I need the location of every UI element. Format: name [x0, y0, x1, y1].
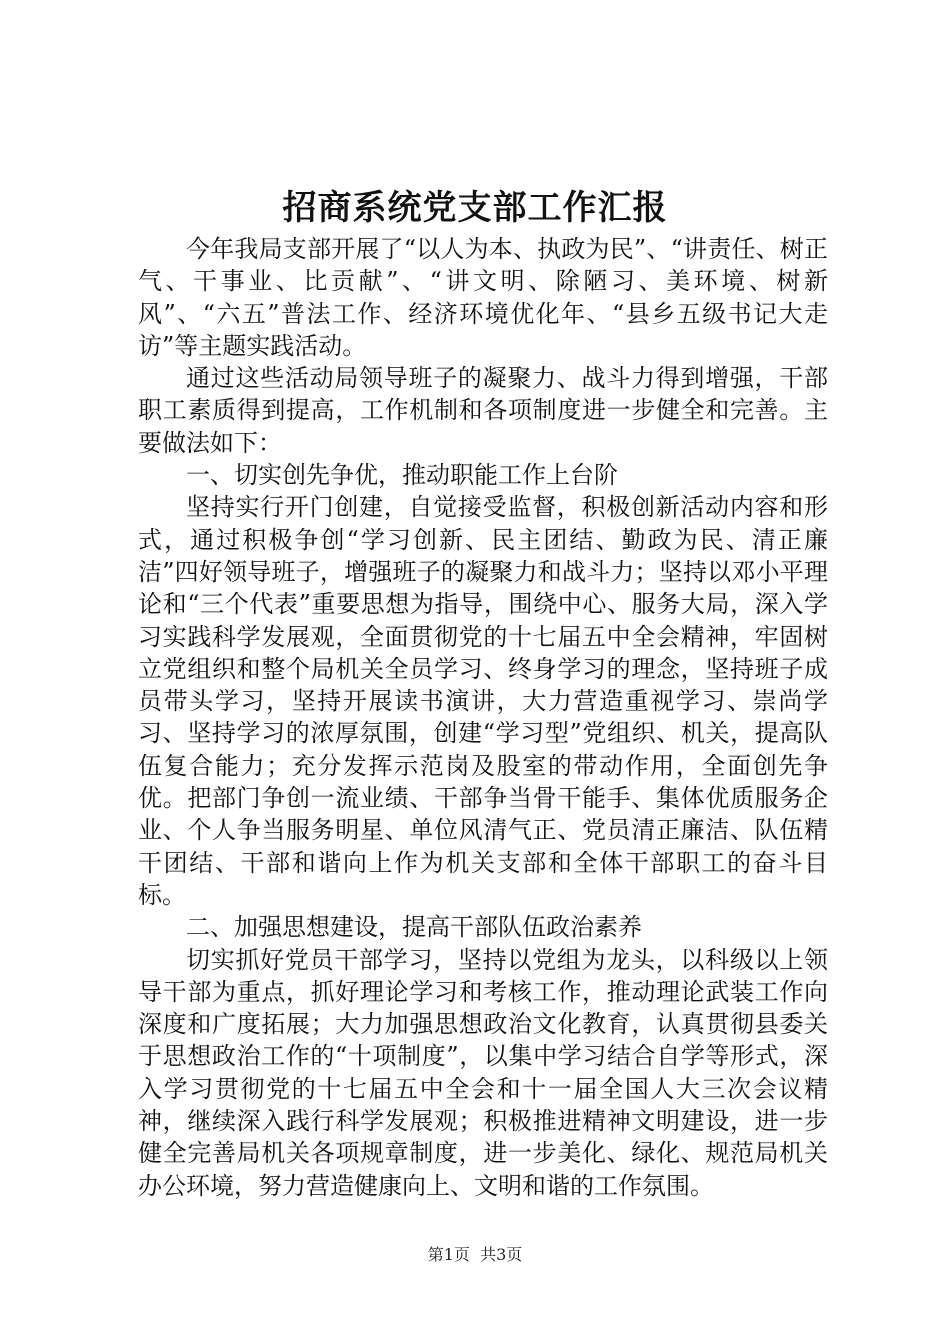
document-title: 招商系统党支部工作汇报	[282, 188, 668, 228]
page-footer	[0, 1244, 950, 1266]
page-total: 共3页	[480, 1245, 523, 1264]
page-number: 第1页	[427, 1245, 470, 1264]
section-heading-2: 二、加强思想建设，提高干部队伍政治素养	[186, 913, 642, 942]
paragraph-section-1: 坚持实行开门创建，自觉接受监督，积极创新活动内容和形式，通过积极争创“学习创新、民主团结、勤政为民、清正廉洁”四好领导班子，增强班子的凝聚力和战斗力；坚持以邓小平理论和“三个代表”重要思想为指导，围绕中心、服务大局，深入学习实践科学发展观，全面贯彻党的十七届五中全会精神，牢固树立党组织和整个局机关全员学习、终身学习的理念，坚持班子成员带头学习，坚持开展读书演讲，大力营造重视学习、崇尚学习、坚持学习的浓厚氛围，创建“学习型”党组织、机关，提高队伍复合能力；充分发挥示范岗及股室的带动作用，全面创先争优。把部门争创一流业绩、干部争当骨干能手、集体优质服务企业、个人争当服务明星、单位风清气正、党员清正廉洁、队伍精干团结、干部和谐向上作为机关支部和全体干部职工的奋斗目标。	[138, 493, 828, 909]
paragraph-results: 通过这些活动局领导班子的凝聚力、战斗力得到增强，干部职工素质得到提高，工作机制和各项制度进一步健全和完善。主要做法如下：	[138, 364, 828, 457]
paragraph-intro: 今年我局支部开展了“以人为本、执政为民”、“讲责任、树正气、干事业、比贡献”、“讲文明、除陋习、美环境、树新风”、“六五”普法工作、经济环境优化年、“县乡五级书记大走访”等主题实践活动。	[138, 235, 828, 360]
paragraph-section-2: 切实抓好党员干部学习，坚持以党组为龙头，以科级以上领导干部为重点，抓好理论学习和考核工作，推动理论武装工作向深度和广度拓展；大力加强思想政治文化教育，认真贯彻县委关于思想政治工作的“十项制度”，以集中学习结合自学等形式，深入学习贯彻党的十七届五中全会和十一届全国人大三次会议精神，继续深入践行科学发展观；积极推进精神文明建设，进一步健全完善局机关各项规章制度，进一步美化、绿化、规范局机关办公环境，努力营造健康向上、文明和谐的工作氛围。	[138, 945, 828, 1200]
footer-spacer	[470, 1245, 480, 1264]
section-heading-1: 一、切实创先争优，推动职能工作上台阶	[186, 461, 618, 490]
document-body	[138, 233, 828, 1202]
